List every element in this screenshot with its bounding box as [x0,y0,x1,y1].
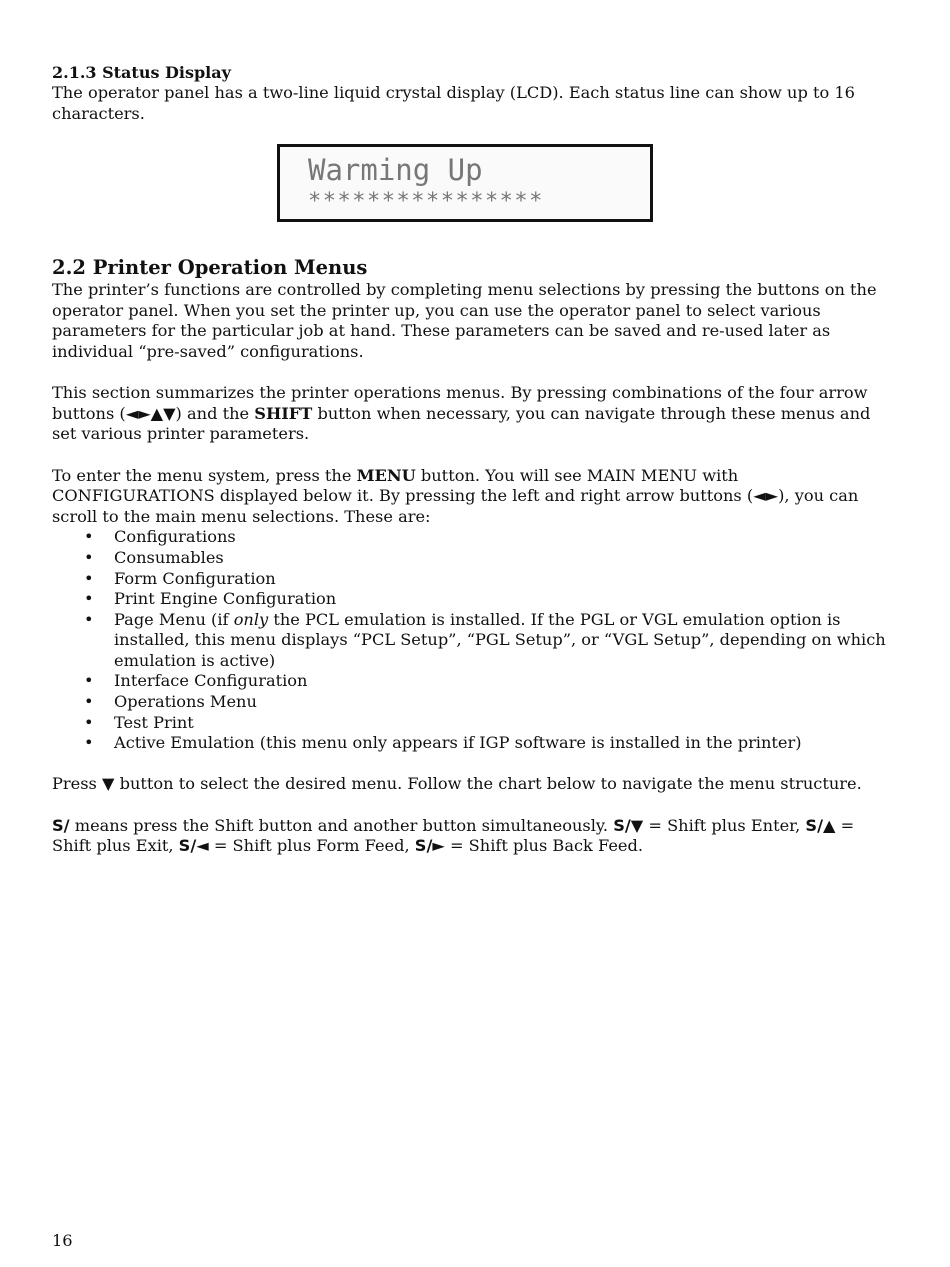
text-run: Press [52,774,102,794]
text-run: Page Menu (if [114,609,234,629]
list-item: • Operations Menu [114,692,892,713]
section-heading-operation-menus: 2.2 Printer Operation Menus [52,256,368,280]
page-number: 16 [52,1231,73,1250]
italic-emphasis: only [233,609,269,629]
section-heading-status-display: 2.1.3 Status Display [52,63,231,82]
list-item: • Print Engine Configuration [114,589,892,610]
shift-notation: S/◄ [178,836,209,856]
operation-menus-paragraph-4 [52,774,892,795]
lcd-line-1: Warming Up [308,153,483,188]
text-run: = Shift plus Form Feed, [208,836,415,856]
down-arrow-glyph: ▼ [101,774,115,794]
lcd-line-2: **************** [308,189,544,215]
main-menu-list [52,527,892,754]
menu-keyword: MENU [356,465,416,485]
document-page [52,62,892,857]
lcd-display [277,144,653,222]
list-item: • Form Configuration [114,569,892,590]
text-run: This section summarizes the printer operations menus. By pressing combinations of the four arrow buttons ( [52,383,868,423]
list-item: • Active Emulation (this menu only appears if IGP software is installed in the printer) [114,733,892,754]
text-run: means press the Shift button and another button simultaneously. [69,815,614,835]
text-run: ), you can scroll to the main menu selections. These are: [52,486,859,526]
status-display-paragraph: The operator panel has a two-line liquid crystal display (LCD). Each status line can show up to 16 characters. [52,83,855,123]
text-run: button. You will see MAIN MENU with CONFIGURATIONS displayed below it. By pressing the left and right arrow buttons ( [52,465,754,506]
text-run: button to select the desired menu. Follow the chart below to navigate the menu structure. [114,774,862,794]
shift-notation: S/► [414,836,445,856]
list-item: • Interface Configuration [114,671,892,692]
text-run: = Shift plus Back Feed. [444,836,644,856]
shift-keyword: SHIFT [254,403,313,423]
arrow-buttons-glyphs: ◄► [753,486,779,506]
text-run: = Shift plus Exit, [52,815,855,856]
list-item [114,610,892,672]
operation-menus-paragraph-5 [52,816,892,857]
text-run: the PCL emulation is installed. If the PGL or VGL emulation option is installed, this menu displays “PCL Setup”, “PGL Setup”, or “VGL Setup”, depending on which emulation is active) [114,609,886,670]
list-item: • Test Print [114,713,892,734]
text-run: button when necessary, you can navigate through these menus and set various printer parameters. [52,403,871,444]
operation-menus-paragraph-1: The printer’s functions are controlled by completing menu selections by pressing the buttons on the operator panel. When you set the printer up, you can use the operator panel to select various parameters for the particular job at hand. These parameters can be saved and re-used later as individual “pre-saved” configurations. [52,280,877,361]
lcd-figure [277,144,892,222]
list-item: • Configurations [114,527,892,548]
shift-notation: S/ [52,815,70,835]
text-run: = Shift plus Enter, [643,815,806,835]
shift-notation: S/▲ [805,815,836,835]
list-item: • Consumables [114,548,892,569]
operation-menus-paragraph-2 [52,383,892,445]
shift-notation: S/▼ [613,815,644,835]
operation-menus-paragraph-3 [52,466,892,528]
arrow-buttons-glyphs: ◄►▲▼ [125,403,176,423]
text-run: To enter the menu system, press the [52,465,357,485]
text-run: ) and the [175,403,255,423]
